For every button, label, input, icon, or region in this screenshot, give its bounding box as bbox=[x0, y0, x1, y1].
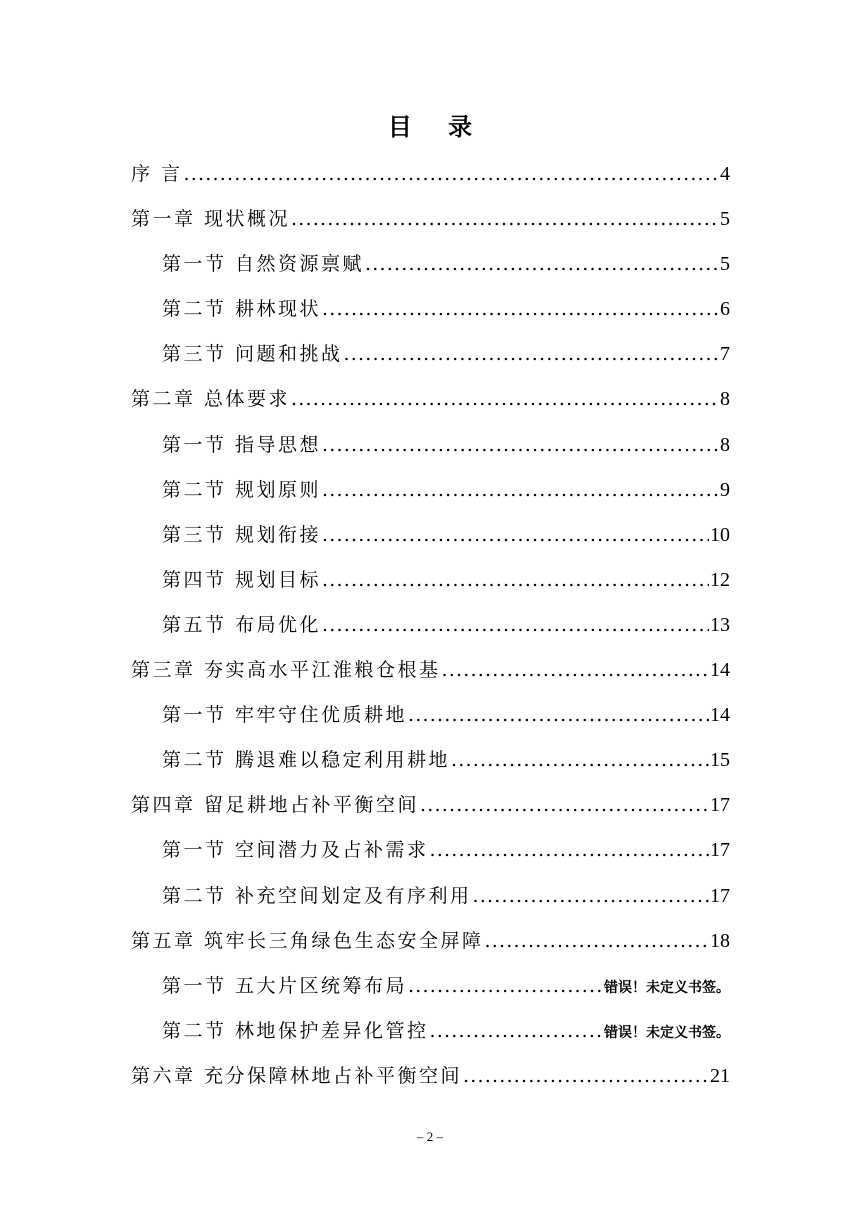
toc-leader-dots bbox=[442, 648, 709, 693]
toc-entry-label: 第一节 牢牢守住优质耕地 bbox=[162, 704, 408, 727]
toc-leader-dots bbox=[430, 828, 709, 873]
toc-leader-dots bbox=[322, 513, 709, 558]
toc-entry-page: 12 bbox=[710, 568, 730, 591]
toc-leader-dots bbox=[408, 693, 709, 738]
toc-entry-label: 第二节 腾退难以稳定利用耕地 bbox=[162, 749, 451, 772]
toc-leader-dots bbox=[322, 558, 709, 603]
toc-entry-label: 第一节 指导思想 bbox=[162, 433, 322, 456]
toc-leader-dots bbox=[322, 468, 719, 513]
toc-entry-label: 第五章 筑牢长三角绿色生态安全屏障 bbox=[131, 929, 484, 952]
toc-entry-section-4-1[interactable] bbox=[131, 828, 730, 873]
toc-entry-section-2-4[interactable] bbox=[131, 558, 730, 603]
toc-entry-label: 第一节 空间潜力及占补需求 bbox=[162, 839, 429, 862]
toc-leader-dots bbox=[485, 919, 709, 964]
toc-leader-dots bbox=[473, 874, 709, 919]
toc-entry-label: 第五节 布局优化 bbox=[162, 613, 322, 636]
toc-leader-dots bbox=[430, 1009, 603, 1054]
toc-entry-label: 第二节 规划原则 bbox=[162, 478, 322, 501]
toc-entry-page: 18 bbox=[710, 929, 730, 952]
toc-leader-dots bbox=[420, 783, 709, 828]
toc-entry-page: 7 bbox=[720, 343, 730, 366]
toc-entry-label: 第四章 留足耕地占补平衡空间 bbox=[131, 794, 420, 817]
toc-entry-chapter-1[interactable] bbox=[131, 197, 730, 242]
toc-leader-dots bbox=[451, 738, 709, 783]
toc-entry-page: 17 bbox=[710, 839, 730, 862]
table-of-contents bbox=[131, 152, 730, 1099]
toc-entry-section-3-1[interactable] bbox=[131, 693, 730, 738]
toc-leader-dots bbox=[322, 423, 719, 468]
toc-entry-page: 14 bbox=[710, 704, 730, 727]
toc-entry-page: 17 bbox=[710, 794, 730, 817]
toc-entry-page: 15 bbox=[710, 749, 730, 772]
toc-entry-label: 第二章 总体要求 bbox=[131, 388, 291, 411]
toc-entry-label: 第二节 林地保护差异化管控 bbox=[162, 1019, 429, 1042]
toc-entry-page: 21 bbox=[710, 1064, 730, 1087]
toc-entry-label: 第四节 规划目标 bbox=[162, 568, 322, 591]
toc-entry-section-1-1[interactable] bbox=[131, 242, 730, 287]
toc-entry-section-1-3[interactable] bbox=[131, 332, 730, 377]
toc-entry-page: 6 bbox=[720, 298, 730, 321]
toc-entry-label: 第三节 问题和挑战 bbox=[162, 343, 343, 366]
toc-entry-chapter-6[interactable] bbox=[131, 1054, 730, 1099]
toc-entry-label: 第六章 充分保障林地占补平衡空间 bbox=[131, 1064, 463, 1087]
toc-entry-section-2-3[interactable] bbox=[131, 513, 730, 558]
toc-entry-label: 序 言 bbox=[131, 163, 183, 185]
toc-entry-page: 10 bbox=[710, 523, 730, 546]
toc-entry-section-2-1[interactable] bbox=[131, 423, 730, 468]
toc-entry-page: 13 bbox=[710, 613, 730, 636]
toc-entry-chapter-4[interactable] bbox=[131, 783, 730, 828]
toc-entry-section-1-2[interactable] bbox=[131, 287, 730, 332]
toc-entry-label: 第二节 耕林现状 bbox=[162, 298, 322, 321]
toc-entry-label: 第一节 五大片区统筹布局 bbox=[162, 974, 408, 997]
toc-leader-dots bbox=[184, 152, 719, 197]
toc-entry-page: 8 bbox=[720, 433, 730, 456]
toc-entry-page: 5 bbox=[720, 208, 730, 231]
toc-leader-dots bbox=[408, 964, 603, 1009]
toc-entry-section-5-2[interactable] bbox=[131, 1009, 730, 1054]
toc-leader-dots bbox=[291, 197, 719, 242]
page-title: 目 录 bbox=[387, 112, 487, 141]
toc-entry-label: 第二节 补充空间划定及有序利用 bbox=[162, 884, 472, 907]
toc-entry-page-error: 错误！未定义书签。 bbox=[604, 979, 730, 996]
toc-entry-label: 第一章 现状概况 bbox=[131, 208, 291, 231]
toc-entry-label: 第三节 规划衔接 bbox=[162, 523, 322, 546]
toc-leader-dots bbox=[322, 287, 719, 332]
toc-leader-dots bbox=[344, 332, 719, 377]
toc-leader-dots bbox=[463, 1054, 709, 1099]
toc-entry-section-2-2[interactable] bbox=[131, 468, 730, 513]
toc-entry-label: 第三章 夯实高水平江淮粮仓根基 bbox=[131, 659, 441, 682]
toc-entry-chapter-2[interactable] bbox=[131, 377, 730, 422]
toc-entry-page: 4 bbox=[720, 163, 730, 185]
toc-entry-page: 8 bbox=[720, 388, 730, 411]
toc-leader-dots bbox=[291, 377, 719, 422]
toc-entry-page: 5 bbox=[720, 253, 730, 276]
toc-entry-page-error: 错误！未定义书签。 bbox=[604, 1024, 730, 1041]
toc-entry-chapter-3[interactable] bbox=[131, 648, 730, 693]
toc-entry-label: 第一节 自然资源禀赋 bbox=[162, 253, 365, 276]
toc-entry-page: 17 bbox=[710, 884, 730, 907]
toc-entry-preface[interactable] bbox=[131, 152, 730, 197]
toc-entry-section-2-5[interactable] bbox=[131, 603, 730, 648]
toc-entry-section-4-2[interactable] bbox=[131, 874, 730, 919]
toc-entry-page: 9 bbox=[720, 478, 730, 501]
toc-entry-page: 14 bbox=[710, 659, 730, 682]
toc-entry-section-5-1[interactable] bbox=[131, 964, 730, 1009]
toc-entry-section-3-2[interactable] bbox=[131, 738, 730, 783]
toc-entry-chapter-5[interactable] bbox=[131, 919, 730, 964]
toc-leader-dots bbox=[365, 242, 719, 287]
page-number: – 2 – bbox=[417, 1129, 443, 1144]
toc-leader-dots bbox=[322, 603, 709, 648]
